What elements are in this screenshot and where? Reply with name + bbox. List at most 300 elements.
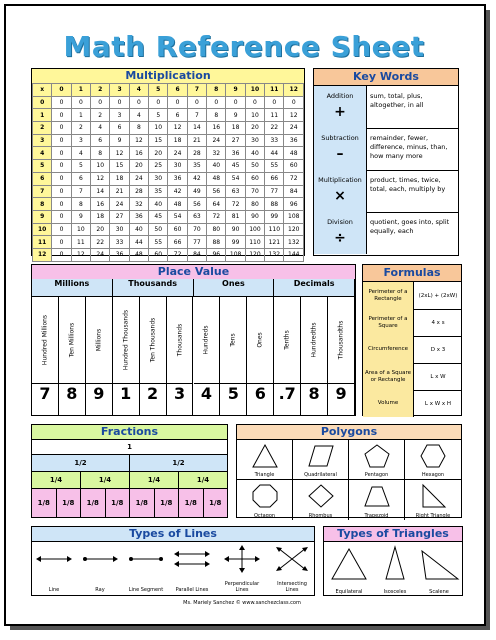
polygon-label: Right Triangle (415, 513, 451, 519)
fraction-cell: 1 (127, 443, 132, 451)
multiplication-cell: 0 (52, 185, 71, 198)
multiplication-cell: 56 (187, 198, 206, 211)
place-value-column-label: Thousands (176, 323, 184, 357)
multiplication-cell: 48 (207, 172, 226, 185)
multiplication-cell: 45 (226, 160, 245, 173)
multiplication-cell: 0 (52, 210, 71, 223)
line-label: Line (48, 587, 60, 593)
formula-value: D x 3 (430, 346, 446, 353)
multiplication-cell: 90 (245, 210, 264, 223)
line-label: Line Segment (128, 587, 164, 593)
fraction-cell: 1/2 (172, 459, 185, 467)
fraction-cell: 1/8 (81, 489, 106, 517)
key-word-text: remainder, fewer, difference, minus, than, how many more (370, 134, 448, 160)
multiplication-cell: 8 (91, 147, 110, 160)
place-value-column (328, 297, 355, 383)
multiplication-cell: 3 (110, 109, 129, 122)
rhombus-icon (307, 483, 335, 509)
multiplication-cell: 40 (149, 198, 168, 211)
multiplication-cell: 7 (71, 185, 90, 198)
pentagon-icon (363, 443, 391, 469)
multiplication-cell: 1 (71, 109, 90, 122)
place-value-digit: .7 (274, 383, 301, 415)
multiplication-row (33, 134, 304, 147)
isosceles-triangle-icon (372, 545, 418, 583)
multiplication-cell: 5 (149, 109, 168, 122)
intersecting-lines-item (274, 545, 310, 593)
plus-icon: + (334, 104, 346, 120)
multiplication-cell: 66 (168, 236, 187, 249)
fraction-cell: 1/4 (130, 472, 179, 488)
multiplication-row-header: 5 (33, 160, 52, 173)
multiplication-cell: 77 (187, 236, 206, 249)
multiplication-cell: 36 (226, 147, 245, 160)
fraction-cell: 1/8 (130, 489, 155, 517)
multiplication-row-header: 0 (33, 96, 52, 109)
key-word-row-multiplication (314, 170, 458, 213)
multiplication-cell: 36 (129, 210, 148, 223)
multiplication-cell: 0 (52, 198, 71, 211)
multiplication-cell: 49 (187, 185, 206, 198)
polygon-trapezoid (349, 480, 405, 520)
place-value-digit: 9 (328, 383, 355, 415)
multiplication-cell: 40 (245, 147, 264, 160)
multiplication-cell: 64 (207, 198, 226, 211)
multiplication-cell: 27 (226, 134, 245, 147)
multiplication-cell: 0 (149, 96, 168, 109)
fraction-cell: 1/4 (81, 472, 130, 488)
multiplication-cell: 28 (187, 147, 206, 160)
scalene-triangle-icon (416, 545, 462, 583)
multiplication-row-header: 6 (33, 172, 52, 185)
place-value-column-label: Thousandths (337, 320, 345, 360)
place-value-column-label: Hundred Millions (41, 314, 49, 366)
multiplication-cell: 0 (52, 172, 71, 185)
multiplication-cell: 12 (284, 109, 304, 122)
place-value-column (59, 297, 86, 383)
multiplication-cell: 18 (110, 172, 129, 185)
place-value-column (140, 297, 167, 383)
multiplication-cell: 15 (110, 160, 129, 173)
multiplication-cell: 12 (71, 248, 90, 261)
polygons-section (236, 424, 462, 518)
multiplication-cell: 0 (226, 96, 245, 109)
fraction-cell: 1/8 (57, 489, 82, 517)
fraction-cell: 1/8 (106, 489, 131, 517)
triangle-label: Scalene (429, 589, 449, 595)
place-value-group: Decimals (274, 279, 355, 297)
divide-icon: ÷ (334, 230, 346, 246)
key-word-op: Division (327, 218, 353, 226)
polygon-hexagon (405, 440, 461, 480)
multiplication-cell: 72 (207, 210, 226, 223)
key-word-text: sum, total, plus, altogether, in all (370, 92, 424, 109)
place-value-column-label: Ones (256, 332, 264, 348)
minus-icon: – (336, 146, 344, 162)
multiplication-cell: 110 (265, 223, 284, 236)
key-words-section (313, 68, 459, 256)
formula-row (363, 309, 461, 337)
polygon-label: Pentagon (364, 472, 389, 478)
formula-value: L x W (430, 373, 446, 380)
multiplication-cell: 9 (110, 134, 129, 147)
multiplication-cell: 0 (284, 96, 304, 109)
place-value-column-label: Hundreds (202, 325, 210, 355)
multiplication-cell: 63 (226, 185, 245, 198)
equilateral-triangle-icon (326, 545, 372, 583)
multiplication-cell: 8 (207, 109, 226, 122)
multiplication-cell: 16 (207, 122, 226, 135)
multiplication-header-cell: 8 (207, 84, 226, 97)
place-value-digit: 9 (86, 383, 113, 415)
key-word-op: Subtraction (321, 134, 359, 142)
place-value-column (167, 297, 194, 383)
multiplication-cell: 24 (129, 172, 148, 185)
multiplication-cell: 2 (91, 109, 110, 122)
polygon-label: Octagon (253, 513, 276, 519)
right-triangle-icon (419, 483, 447, 509)
polygon-quadrilateral (293, 440, 349, 480)
multiplication-cell: 55 (265, 160, 284, 173)
multiplication-cell: 44 (129, 236, 148, 249)
parallel-lines-icon (174, 545, 210, 573)
multiplication-header-cell: x (33, 84, 52, 97)
line-icon (36, 545, 72, 573)
triangle-label: Isosceles (383, 589, 407, 595)
multiplication-cell: 20 (91, 223, 110, 236)
multiplication-cell: 12 (110, 147, 129, 160)
multiplication-cell: 28 (129, 185, 148, 198)
place-value-digit: 7 (32, 383, 59, 415)
multiplication-cell: 60 (284, 160, 304, 173)
times-icon: × (334, 188, 346, 204)
triangle-label: Equilateral (335, 589, 363, 595)
place-value-group: Ones (194, 279, 275, 297)
formula-row (363, 390, 461, 417)
multiplication-cell: 132 (265, 248, 284, 261)
multiplication-row (33, 185, 304, 198)
multiplication-cell: 88 (265, 198, 284, 211)
multiplication-cell: 96 (207, 248, 226, 261)
multiplication-cell: 30 (149, 172, 168, 185)
polygons-heading: Polygons (237, 425, 461, 440)
multiplication-cell: 4 (91, 122, 110, 135)
place-value-digit: 6 (247, 383, 274, 415)
multiplication-cell: 14 (187, 122, 206, 135)
formula-row (363, 363, 461, 391)
multiplication-cell: 12 (129, 134, 148, 147)
multiplication-cell: 60 (149, 248, 168, 261)
multiplication-section (31, 68, 305, 259)
multiplication-header-cell: 0 (52, 84, 71, 97)
formula-value: (2xL) + (2xW) (418, 292, 458, 299)
multiplication-row-header: 4 (33, 147, 52, 160)
multiplication-cell: 32 (207, 147, 226, 160)
multiplication-cell: 16 (129, 147, 148, 160)
multiplication-header-cell: 5 (149, 84, 168, 97)
multiplication-cell: 30 (245, 134, 264, 147)
line-label: Intersecting Lines (277, 581, 307, 593)
multiplication-cell: 8 (129, 122, 148, 135)
place-value-column-label: Tenths (283, 330, 291, 350)
multiplication-cell: 0 (168, 96, 187, 109)
parallel-lines-item (174, 545, 210, 593)
fraction-cell: 1/8 (209, 499, 222, 507)
multiplication-cell: 0 (52, 223, 71, 236)
triangle-scalene (416, 545, 462, 595)
multiplication-cell: 24 (207, 134, 226, 147)
multiplication-cell: 48 (129, 248, 148, 261)
multiplication-cell: 10 (149, 122, 168, 135)
multiplication-cell: 12 (91, 172, 110, 185)
place-value-column-label: Millions (95, 328, 103, 352)
multiplication-cell: 24 (110, 198, 129, 211)
multiplication-cell: 40 (207, 160, 226, 173)
multiplication-cell: 36 (168, 172, 187, 185)
multiplication-row-header: 12 (33, 248, 52, 261)
multiplication-cell: 100 (245, 223, 264, 236)
multiplication-cell: 24 (168, 147, 187, 160)
key-word-text: quotient, goes into, split equally, each (370, 218, 450, 235)
multiplication-cell: 44 (265, 147, 284, 160)
polygon-label: Hexagon (421, 472, 445, 478)
types-of-triangles-heading: Types of Triangles (324, 527, 462, 542)
multiplication-cell: 54 (168, 210, 187, 223)
multiplication-header-cell: 9 (226, 84, 245, 97)
place-value-digit: 8 (301, 383, 328, 415)
multiplication-cell: 2 (71, 122, 90, 135)
multiplication-cell: 24 (91, 248, 110, 261)
place-value-column (194, 297, 221, 383)
line-segment-item (128, 545, 164, 593)
place-value-digit: 1 (113, 383, 140, 415)
multiplication-row-header: 7 (33, 185, 52, 198)
polygon-right-triangle (405, 480, 461, 520)
line-item (36, 545, 72, 593)
multiplication-cell: 11 (71, 236, 90, 249)
place-value-heading: Place Value (32, 265, 355, 280)
multiplication-cell: 32 (129, 198, 148, 211)
multiplication-cell: 84 (187, 248, 206, 261)
fraction-cell: 1/8 (155, 489, 180, 517)
formulas-section (362, 264, 462, 416)
ray-item (82, 545, 118, 593)
multiplication-cell: 21 (110, 185, 129, 198)
multiplication-cell: 88 (207, 236, 226, 249)
ray-icon (82, 545, 118, 573)
key-word-op: Addition (326, 92, 354, 100)
multiplication-cell: 0 (52, 122, 71, 135)
multiplication-row (33, 122, 304, 135)
multiplication-cell: 0 (207, 96, 226, 109)
multiplication-header-cell: 12 (284, 84, 304, 97)
multiplication-cell: 0 (187, 96, 206, 109)
key-word-row-subtraction (314, 128, 458, 171)
multiplication-header-row (33, 84, 304, 97)
types-of-triangles-section (323, 526, 463, 596)
multiplication-cell: 18 (91, 210, 110, 223)
multiplication-header-cell: 7 (187, 84, 206, 97)
multiplication-row-header: 10 (33, 223, 52, 236)
multiplication-row (33, 210, 304, 223)
multiplication-cell: 0 (91, 96, 110, 109)
fractions-section (31, 424, 228, 518)
formula-value: 4 x s (431, 319, 445, 326)
multiplication-cell: 0 (52, 134, 71, 147)
multiplication-cell: 0 (129, 96, 148, 109)
place-value-digit: 5 (220, 383, 247, 415)
multiplication-header-cell: 4 (129, 84, 148, 97)
formula-row (363, 336, 461, 364)
multiplication-row-header: 8 (33, 198, 52, 211)
multiplication-cell: 70 (245, 185, 264, 198)
multiplication-cell: 3 (71, 134, 90, 147)
multiplication-cell: 24 (284, 122, 304, 135)
multiplication-cell: 18 (226, 122, 245, 135)
multiplication-cell: 50 (149, 223, 168, 236)
place-value-digit: 2 (140, 383, 167, 415)
multiplication-cell: 40 (129, 223, 148, 236)
multiplication-cell: 45 (149, 210, 168, 223)
multiplication-header-cell: 2 (91, 84, 110, 97)
multiplication-cell: 12 (168, 122, 187, 135)
multiplication-header-cell: 6 (168, 84, 187, 97)
multiplication-heading: Multiplication (32, 69, 304, 84)
formula-row (363, 282, 461, 310)
line-label: Ray (95, 587, 105, 593)
multiplication-cell: 22 (91, 236, 110, 249)
key-word-op: Multiplication (318, 176, 362, 184)
polygon-label: Rhombus (308, 513, 333, 519)
key-word-text: product, times, twice, total, each, multiply by (370, 176, 446, 193)
multiplication-cell: 9 (226, 109, 245, 122)
multiplication-cell: 0 (52, 160, 71, 173)
polygon-octagon (237, 480, 293, 520)
multiplication-row-header: 3 (33, 134, 52, 147)
multiplication-cell: 22 (265, 122, 284, 135)
multiplication-cell: 36 (110, 248, 129, 261)
multiplication-header-cell: 1 (71, 84, 90, 97)
fraction-cell: 1/8 (179, 489, 204, 517)
formula-name: Perimeter of a Rectangle (363, 282, 414, 309)
multiplication-cell: 10 (245, 109, 264, 122)
multiplication-row (33, 96, 304, 109)
multiplication-cell: 48 (284, 147, 304, 160)
place-value-group: Millions (32, 279, 113, 297)
multiplication-cell: 0 (52, 147, 71, 160)
multiplication-cell: 72 (226, 198, 245, 211)
multiplication-cell: 30 (168, 160, 187, 173)
multiplication-cell: 4 (71, 147, 90, 160)
multiplication-row-header: 9 (33, 210, 52, 223)
multiplication-row-header: 11 (33, 236, 52, 249)
place-value-group: Thousands (113, 279, 194, 297)
multiplication-cell: 121 (265, 236, 284, 249)
multiplication-cell: 80 (207, 223, 226, 236)
multiplication-cell: 0 (265, 96, 284, 109)
place-value-column-label: Ten Thousands (149, 317, 157, 363)
polygon-label: Quadrilateral (304, 472, 337, 478)
triangle-icon (251, 443, 279, 469)
multiplication-cell: 6 (91, 134, 110, 147)
formulas-heading: Formulas (363, 265, 461, 282)
multiplication-header-cell: 3 (110, 84, 129, 97)
place-value-column (86, 297, 113, 383)
formula-name: Area of a Square or Rectangle (363, 363, 414, 390)
quadrilateral-icon (307, 443, 335, 469)
multiplication-cell: 108 (284, 210, 304, 223)
multiplication-cell: 72 (284, 172, 304, 185)
formula-name: Volume (363, 390, 414, 417)
multiplication-cell: 9 (71, 210, 90, 223)
place-value-digit: 4 (194, 383, 221, 415)
multiplication-cell: 33 (265, 134, 284, 147)
multiplication-cell: 36 (284, 134, 304, 147)
multiplication-cell: 6 (110, 122, 129, 135)
multiplication-cell: 60 (168, 223, 187, 236)
place-value-column (301, 297, 328, 383)
multiplication-cell: 15 (149, 134, 168, 147)
multiplication-header-cell: 11 (265, 84, 284, 97)
polygon-triangle (237, 440, 293, 480)
key-word-row-division (314, 212, 458, 254)
line-label: Perpendicular Lines (224, 581, 260, 593)
multiplication-cell: 120 (245, 248, 264, 261)
multiplication-cell: 80 (245, 198, 264, 211)
multiplication-cell: 20 (245, 122, 264, 135)
types-of-lines-heading: Types of Lines (32, 527, 314, 542)
multiplication-cell: 7 (187, 109, 206, 122)
multiplication-cell: 35 (187, 160, 206, 173)
multiplication-cell: 4 (129, 109, 148, 122)
fraction-cell: 1/4 (196, 476, 210, 484)
multiplication-cell: 96 (284, 198, 304, 211)
place-value-column (32, 297, 59, 383)
multiplication-cell: 144 (284, 248, 304, 261)
multiplication-cell: 108 (226, 248, 245, 261)
fraction-cell: 1/8 (32, 489, 57, 517)
multiplication-row (33, 236, 304, 249)
multiplication-cell: 6 (71, 172, 90, 185)
multiplication-row (33, 198, 304, 211)
formula-name: Circumference (363, 336, 414, 363)
place-value-column-label: Tens (229, 333, 237, 347)
multiplication-cell: 99 (265, 210, 284, 223)
multiplication-cell: 63 (187, 210, 206, 223)
multiplication-cell: 90 (226, 223, 245, 236)
multiplication-row (33, 172, 304, 185)
types-of-lines-section (31, 526, 315, 596)
multiplication-cell: 132 (284, 236, 304, 249)
multiplication-cell: 55 (149, 236, 168, 249)
multiplication-row (33, 109, 304, 122)
multiplication-table (32, 83, 304, 262)
multiplication-cell: 66 (265, 172, 284, 185)
trapezoid-icon (363, 483, 391, 509)
place-value-column-label: Ten Millions (68, 322, 76, 358)
place-value-digit: 3 (167, 383, 194, 415)
multiplication-cell: 42 (187, 172, 206, 185)
credit-line: Ms. Mariely Sanchez © www.sanchezclass.com (183, 600, 301, 606)
multiplication-cell: 72 (168, 248, 187, 261)
polygon-rhombus (293, 480, 349, 520)
multiplication-cell: 16 (91, 198, 110, 211)
multiplication-cell: 5 (71, 160, 90, 173)
multiplication-cell: 33 (110, 236, 129, 249)
place-value-column-label: Hundredths (310, 322, 318, 358)
multiplication-cell: 54 (226, 172, 245, 185)
multiplication-cell: 56 (207, 185, 226, 198)
